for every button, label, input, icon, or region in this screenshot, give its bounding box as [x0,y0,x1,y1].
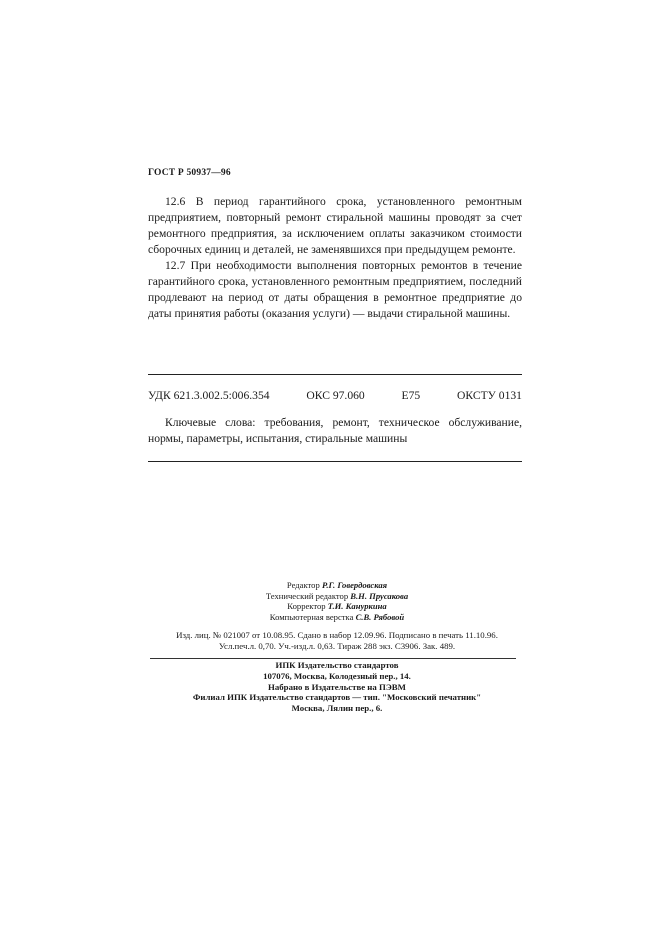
imprint-line-1: ИПК Издательство стандартов [275,660,399,670]
classification-row [148,388,522,404]
publication-info [150,630,524,652]
credit-tech-editor: Технический редактор В.Н. Прусакова [265,590,409,601]
imprint-line-4: Филиал ИПК Издательство стандартов — тип. "Московский печатник" [192,692,482,703]
imprint-line-2: 107076, Москва, Колодезный пер., 14. [263,670,411,681]
paragraph-12-7: 12.7 При необходимости выполнения повторных ремонтов в течение гарантийного срока, установленного ремонтным предприятием, последний продлевают на период от даты обращения в ремонтное предприятие до даты принятия работы (оказания услуги) — выдачи стиральной машины. [148,259,522,320]
paragraph-12-6: 12.6 В период гарантийного срока, установленного ремонтным предприятием, повторный ремонт стиральной машины проводят за счет ремонтного предприятия, за исключением оплаты заказчиком стоимости сборочных единиц и деталей, не заменявшихся при предыдущем ремонте. [148,195,522,256]
group-code: Е75 [401,389,421,402]
imprint-divider [150,658,516,659]
credit-editor: Редактор Р.Г. Говердовская [286,580,388,590]
imprint-line-5: Москва, Лялин пер., 6. [291,703,383,714]
divider-top [148,374,522,375]
oks-code: ОКС 97.060 [306,389,365,402]
imprint-line-3: Набрано в Издательстве на ПЭВМ [268,681,406,692]
divider-bottom [148,461,522,462]
publication-line-1: Изд. лиц. № 021007 от 10.08.95. Сдано в набор 12.09.96. Подписано в печать 11.10.96. [176,630,498,640]
credit-proofreader: Корректор Т.И. Кануркина [287,601,387,612]
credits-block [150,580,524,622]
publication-line-2: Усл.печ.л. 0,70. Уч.-изд.л. 0,63. Тираж 288 экз. С3906. Зак. 489. [218,641,456,651]
keywords-text: Ключевые слова: требования, ремонт, техническое обслуживание, нормы, параметры, испытания, стиральные машины [148,416,522,445]
imprint-block [150,660,524,714]
okstu-code: ОКСТУ 0131 [457,389,522,402]
standard-code-header: ГОСТ Р 50937—96 [148,168,231,178]
credit-layout: Компьютерная верстка С.В. Рябовой [269,611,405,622]
udk-code: УДК 621.3.002.5:006.354 [148,389,270,402]
